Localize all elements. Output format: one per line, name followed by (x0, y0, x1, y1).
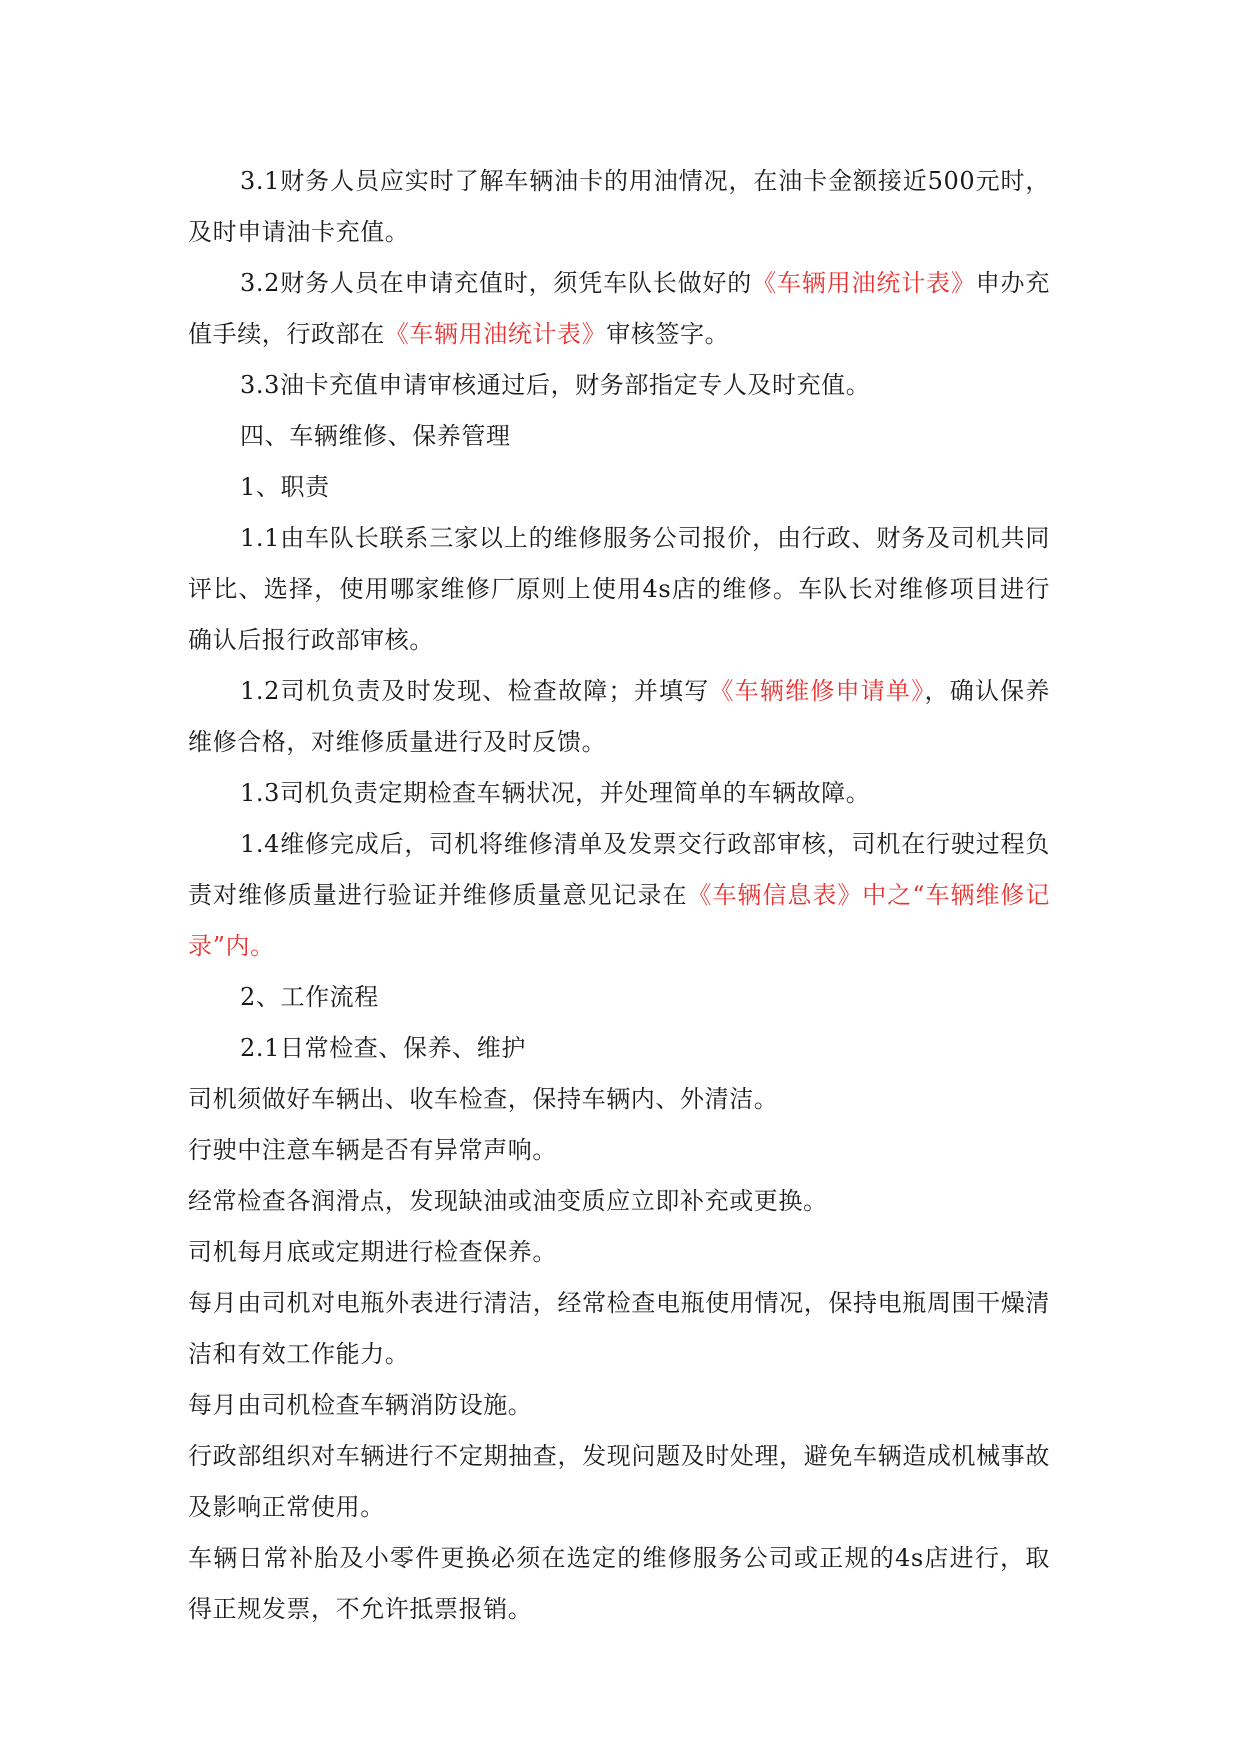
paragraph-1-2 (188, 666, 1050, 768)
paragraph-text: 1.3司机负责定期检查车辆状况，并处理简单的车辆故障。 (240, 779, 871, 807)
document-body (188, 156, 1050, 1635)
paragraph-text: 3.1财务人员应实时了解车辆油卡的用油情况，在油卡金额接近500元时，及时申请油卡充值。 (188, 167, 1050, 246)
form-reference-vehicle-fuel-stats: 《车辆用油统计表》 (752, 269, 976, 297)
list-item (188, 1431, 1050, 1533)
list-item (188, 1176, 1050, 1227)
paragraph-text: 1.1由车队长联系三家以上的维修服务公司报价，由行政、财务及司机共同评比、选择，使用哪家维修厂原则上使用4s店的维修。车队长对维修项目进行确认后报行政部审核。 (188, 524, 1050, 654)
paragraph-2-1 (188, 1023, 1050, 1074)
list-item-text: 每月由司机对电瓶外表进行清洁，经常检查电瓶使用情况，保持电瓶周围干燥清洁和有效工作能力。 (188, 1289, 1050, 1368)
paragraph-3-1 (188, 156, 1050, 258)
paragraph-text: 申办充值手续，行政部在 (188, 269, 1050, 348)
form-reference-vehicle-fuel-stats: 《车辆用油统计表》 (384, 320, 607, 348)
paragraph-1-4 (188, 819, 1050, 972)
subsection-heading-text: 1、职责 (240, 473, 330, 501)
subsection-heading-workflow (188, 972, 1050, 1023)
subsection-heading-duties (188, 462, 1050, 513)
list-item (188, 1074, 1050, 1125)
list-item-text: 每月由司机检查车辆消防设施。 (188, 1391, 533, 1419)
section-heading-maintenance (188, 411, 1050, 462)
list-item (188, 1380, 1050, 1431)
list-item (188, 1533, 1050, 1635)
section-heading-text: 四、车辆维修、保养管理 (240, 422, 511, 450)
list-item (188, 1278, 1050, 1380)
paragraph-text: 2.1日常检查、保养、维护 (240, 1034, 526, 1062)
subsection-heading-text: 2、工作流程 (240, 983, 379, 1011)
list-item (188, 1227, 1050, 1278)
list-item-text: 行驶中注意车辆是否有异常声响。 (188, 1136, 557, 1164)
paragraph-text: 1.2司机负责及时发现、检查故障；并填写 (240, 677, 710, 705)
paragraph-text: 3.2财务人员在申请充值时，须凭车队长做好的 (240, 269, 753, 297)
list-item-text: 司机须做好车辆出、收车检查，保持车辆内、外清洁。 (188, 1085, 779, 1113)
paragraph-1-1 (188, 513, 1050, 666)
form-reference-vehicle-info: 《车辆信息表》中之“车辆维修记录”内。 (188, 881, 1050, 960)
list-item-text: 行政部组织对车辆进行不定期抽查，发现问题及时处理，避免车辆造成机械事故及影响正常使用。 (188, 1442, 1050, 1521)
paragraph-3-3 (188, 360, 1050, 411)
form-reference-repair-request: 《车辆维修申请单》 (709, 677, 925, 705)
paragraph-3-2 (188, 258, 1050, 360)
list-item-text: 经常检查各润滑点，发现缺油或油变质应立即补充或更换。 (188, 1187, 828, 1215)
paragraph-text: 3.3油卡充值申请审核通过后，财务部指定专人及时充值。 (240, 371, 871, 399)
list-item-text: 司机每月底或定期进行检查保养。 (188, 1238, 557, 1266)
paragraph-1-3 (188, 768, 1050, 819)
list-item (188, 1125, 1050, 1176)
paragraph-text: ，确认保养维修合格，对维修质量进行及时反馈。 (188, 677, 1051, 756)
list-item-text: 车辆日常补胎及小零件更换必须在选定的维修服务公司或正规的4s店进行，取得正规发票，不允许抵票报销。 (188, 1544, 1050, 1623)
paragraph-text: 1.4维修完成后，司机将维修清单及发票交行政部审核，司机在行驶过程负责对维修质量进行验证并维修质量意见记录在 (188, 830, 1050, 909)
paragraph-text: 审核签字。 (606, 320, 730, 348)
